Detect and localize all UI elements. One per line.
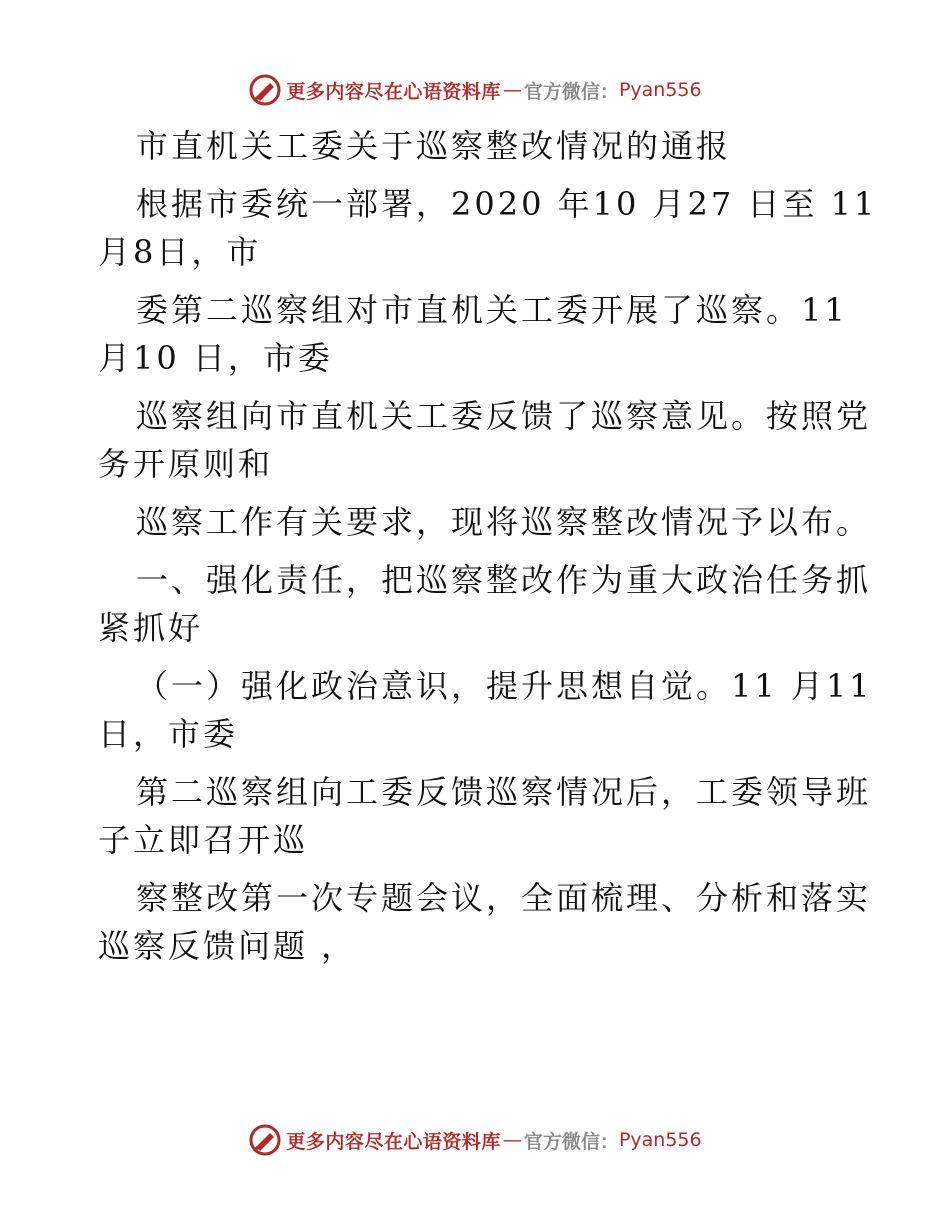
text-line: 第二巡察组向工委反馈巡察情况后，工委领导班	[136, 773, 872, 811]
text-line: 巡察反馈问题 ，	[98, 927, 357, 965]
section-heading: 一、强化责任，把巡察整改作为重大政治任务抓	[136, 561, 872, 599]
section-heading-cont: 紧抓好	[98, 609, 204, 647]
document-title: 市直机关工委关于巡察整改情况的通报	[136, 127, 732, 165]
banner-dash: —	[502, 79, 522, 101]
footer-banner	[0, 1120, 950, 1160]
subsection-heading: （一）强化政治意识，提升思想自觉。11 月11	[136, 667, 873, 705]
text-line: 委第二巡察组对市直机关工委开展了巡察。11	[136, 291, 848, 329]
text-line: 子立即召开巡	[98, 821, 309, 859]
document-body	[98, 122, 878, 970]
text-line: 根据市委统一部署，2020 年10 月27 日至 11	[136, 185, 878, 223]
banner-site-text: 更多内容尽在心语资料库	[286, 80, 501, 103]
banner-wechat-id: Pyan556	[618, 79, 702, 101]
text-line: 巡察工作有关要求，现将巡察整改情况予以布。	[136, 503, 872, 541]
banner-wechat-label: 官方微信：	[523, 80, 619, 103]
header-banner	[0, 70, 950, 110]
text-line: 察整改第一次专题会议，全面梳理、分析和落实	[136, 879, 872, 917]
banner-site-text: 更多内容尽在心语资料库	[286, 1130, 501, 1153]
banner-wechat-label: 官方微信：	[523, 1130, 619, 1153]
logo-icon	[248, 1123, 282, 1157]
banner-dash: —	[502, 1129, 522, 1151]
text-line: 务开原则和	[98, 445, 274, 483]
logo-icon	[248, 73, 282, 107]
text-line: 巡察组向市直机关工委反馈了巡察意见。按照党	[136, 397, 872, 435]
text-line: 月10 日，市委	[98, 339, 333, 377]
text-line: 日，市委	[98, 715, 239, 753]
text-line: 月8日，市	[98, 233, 262, 271]
banner-wechat-id: Pyan556	[618, 1129, 702, 1151]
